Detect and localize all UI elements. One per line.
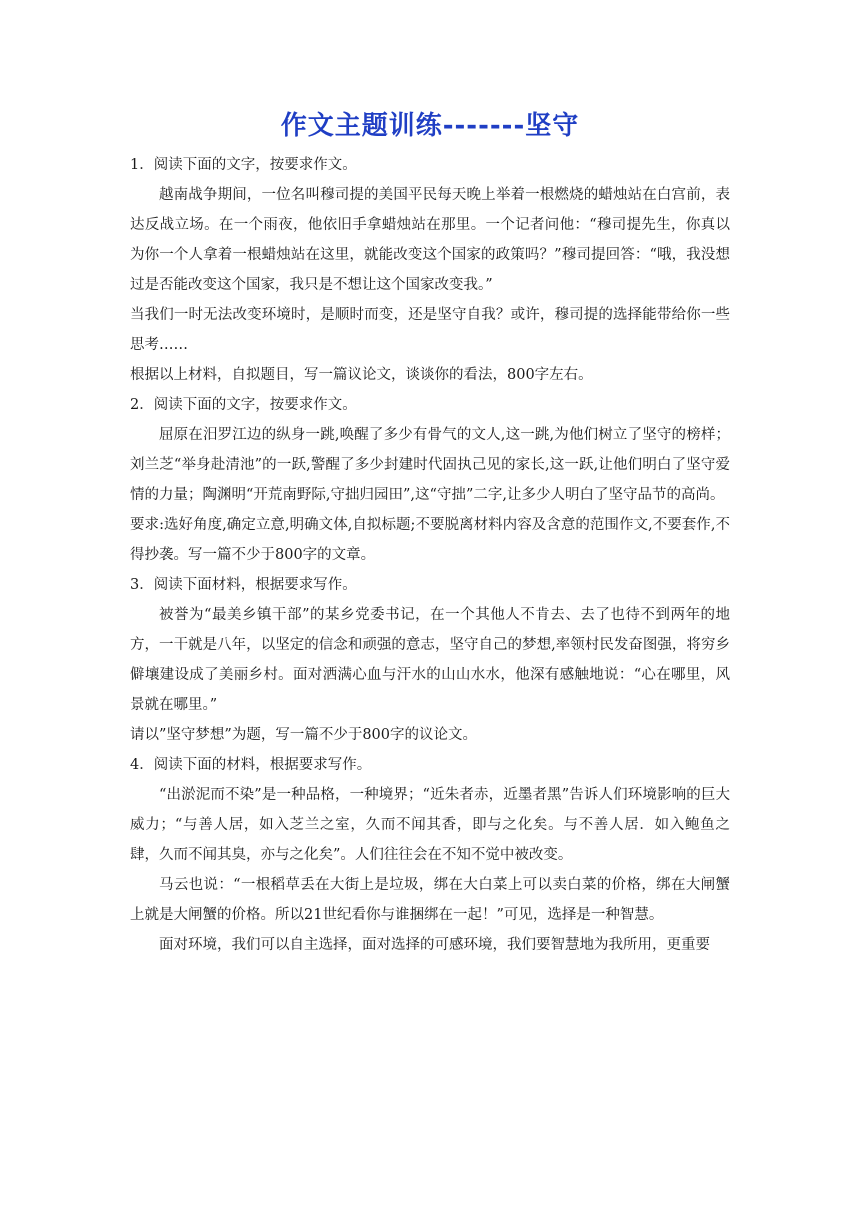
paragraph: 3．阅读下面材料，根据要求写作。 bbox=[130, 577, 357, 593]
paragraph: 请以”坚守梦想”为题，写一篇不少于800字的议论文。 bbox=[130, 727, 477, 743]
paragraph: 当我们一时无法改变环境时，是顺时而变，还是坚守自我？或许，穆司提的选择能带给你一些思考…… bbox=[130, 307, 730, 353]
paragraph: 2．阅读下面的文字，按要求作文。 bbox=[130, 397, 357, 413]
paragraph: 4．阅读下面的材料，根据要求写作。 bbox=[130, 757, 372, 773]
document-body bbox=[130, 150, 730, 960]
document-title: 作文主题训练-------坚守 bbox=[280, 111, 580, 141]
paragraph: 面对环境，我们可以自主选择，面对选择的可感环境，我们要智慧地为我所用，更重要 bbox=[159, 937, 710, 953]
paragraph: 1．阅读下面的文字，按要求作文。 bbox=[130, 157, 357, 173]
paragraph: 根据以上材料，自拟题目，写一篇议论文，谈谈你的看法，800字左右。 bbox=[130, 367, 593, 383]
paragraph: “出淤泥而不染”是一种品格，一种境界；“近朱者赤，近墨者黑”告诉人们环境影响的巨大威力；“与善人居，如入芝兰之室，久而不闻其香，即与之化矣。与不善人居．如入鲍鱼之肆，久而不闻其臭，亦与之化矣”。人们往往会在不知不觉中被改变。 bbox=[130, 787, 730, 863]
paragraph: 屈原在汨罗江边的纵身一跳,唤醒了多少有骨气的文人,这一跳,为他们树立了坚守的榜样；刘兰芝“举身赴清池”的一跃,警醒了多少封建时代固执己见的家长,这一跃,让他们明白了坚守爱情的力量；陶渊明“开荒南野际,守拙归园田”,这“守拙”二字,让多少人明白了坚守品节的高尚。 bbox=[130, 427, 730, 503]
paragraph: 要求:选好角度,确定立意,明确文体,自拟标题;不要脱离材料内容及含意的范围作文,不要套作,不得抄袭。写一篇不少于800字的文章。 bbox=[130, 517, 730, 563]
paragraph: 被誉为“最美乡镇干部”的某乡党委书记，在一个其他人不肯去、去了也待不到两年的地方，一干就是八年，以坚定的信念和顽强的意志，坚守自己的梦想,率领村民发奋图强，将穷乡僻壤建设成了美丽乡村。面对洒满心血与汗水的山山水水，他深有感触地说：“心在哪里，风景就在哪里。” bbox=[130, 607, 730, 713]
paragraph: 马云也说：“一根稻草丢在大街上是垃圾，绑在大白菜上可以卖白菜的价格，绑在大闸蟹上就是大闸蟹的价格。所以21世纪看你与谁捆绑在一起！”可见，选择是一种智慧。 bbox=[130, 877, 730, 923]
paragraph: 越南战争期间，一位名叫穆司提的美国平民每天晚上举着一根燃烧的蜡烛站在白宫前，表达反战立场。在一个雨夜，他依旧手拿蜡烛站在那里。一个记者问他：“穆司提先生，你真以为你一个人拿着一根蜡烛站在这里，就能改变这个国家的政策吗？”穆司提回答：“哦，我没想过是否能改变这个国家，我只是不想让这个国家改变我。” bbox=[130, 187, 730, 293]
